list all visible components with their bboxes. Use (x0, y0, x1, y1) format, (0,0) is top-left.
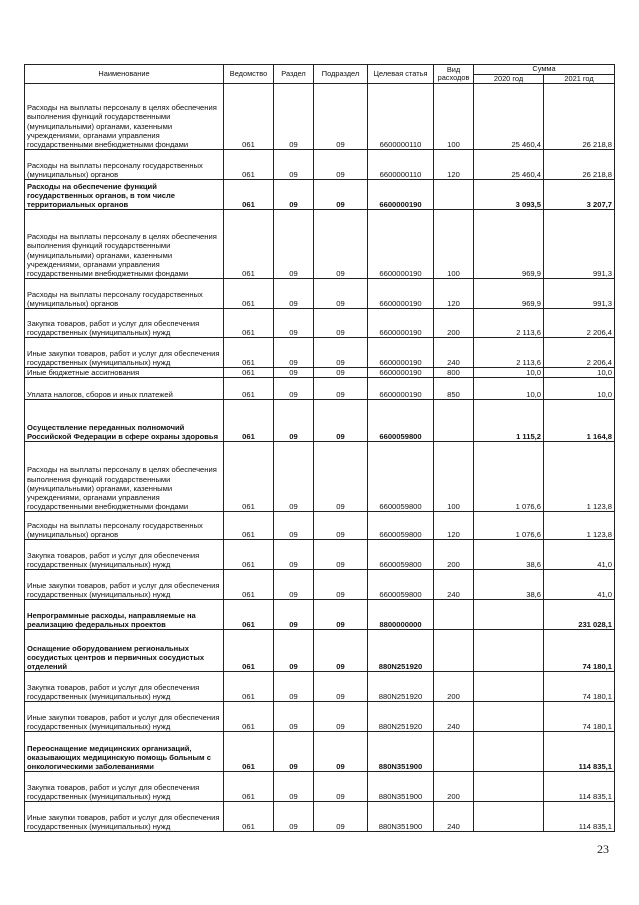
cell-2020 (474, 600, 544, 630)
cell-target: 880N251920 (368, 630, 434, 672)
cell-subsection: 09 (314, 180, 368, 210)
cell-2021: 41,0 (544, 570, 615, 600)
cell-section: 09 (274, 210, 314, 279)
cell-dept: 061 (224, 442, 274, 512)
cell-target: 880N351900 (368, 772, 434, 802)
page-number: 23 (597, 842, 609, 856)
cell-2020: 969,9 (474, 279, 544, 309)
cell-section: 09 (274, 540, 314, 570)
cell-2021: 3 207,7 (544, 180, 615, 210)
cell-2021: 991,3 (544, 279, 615, 309)
cell-section: 09 (274, 442, 314, 512)
cell-name: Осуществление переданных полномочий Российской Федерации в сфере охраны здоровья (25, 400, 224, 442)
cell-section: 09 (274, 512, 314, 540)
cell-name: Иные закупки товаров, работ и услуг для обеспечения государственных (муниципальных) нужд (25, 570, 224, 600)
cell-name: Иные бюджетные ассигнования (25, 368, 224, 378)
cell-name: Закупка товаров, работ и услуг для обеспечения государственных (муниципальных) нужд (25, 309, 224, 338)
cell-dept: 061 (224, 400, 274, 442)
cell-name: Уплата налогов, сборов и иных платежей (25, 378, 224, 400)
cell-dept: 061 (224, 540, 274, 570)
cell-2020: 1 076,6 (474, 512, 544, 540)
cell-name: Расходы на выплаты персоналу государственных (муниципальных) органов (25, 150, 224, 180)
cell-name: Расходы на выплаты персоналу государственных (муниципальных) органов (25, 279, 224, 309)
cell-subsection: 09 (314, 772, 368, 802)
cell-2021: 74 180,1 (544, 702, 615, 732)
cell-section: 09 (274, 400, 314, 442)
table-row (25, 672, 615, 702)
table-row (25, 400, 615, 442)
table-row (25, 378, 615, 400)
table-row (25, 338, 615, 368)
table-row (25, 570, 615, 600)
cell-dept: 061 (224, 378, 274, 400)
table-row (25, 309, 615, 338)
cell-dept: 061 (224, 279, 274, 309)
cell-subsection: 09 (314, 309, 368, 338)
cell-dept: 061 (224, 180, 274, 210)
cell-type (434, 400, 474, 442)
cell-type: 240 (434, 702, 474, 732)
cell-2021: 1 123,8 (544, 512, 615, 540)
cell-target: 6600059800 (368, 442, 434, 512)
cell-dept: 061 (224, 772, 274, 802)
cell-dept: 061 (224, 702, 274, 732)
cell-dept: 061 (224, 630, 274, 672)
cell-section: 09 (274, 772, 314, 802)
cell-2020: 38,6 (474, 540, 544, 570)
col-header-target: Целевая статья (368, 65, 434, 84)
cell-subsection: 09 (314, 540, 368, 570)
cell-dept: 061 (224, 512, 274, 540)
cell-name: Иные закупки товаров, работ и услуг для обеспечения государственных (муниципальных) нужд (25, 338, 224, 368)
cell-2021: 1 123,8 (544, 442, 615, 512)
cell-subsection: 09 (314, 512, 368, 540)
cell-target: 880N351900 (368, 802, 434, 832)
table-row (25, 732, 615, 772)
cell-name: Закупка товаров, работ и услуг для обеспечения государственных (муниципальных) нужд (25, 772, 224, 802)
cell-section: 09 (274, 672, 314, 702)
cell-type: 200 (434, 540, 474, 570)
cell-section: 09 (274, 600, 314, 630)
cell-2020: 25 460,4 (474, 84, 544, 150)
col-header-dept: Ведомство (224, 65, 274, 84)
table-row (25, 802, 615, 832)
budget-table-sheet (24, 64, 614, 832)
cell-2020: 38,6 (474, 570, 544, 600)
cell-2021: 2 206,4 (544, 309, 615, 338)
cell-name: Непрограммные расходы, направляемые на реализацию федеральных проектов (25, 600, 224, 630)
cell-dept: 061 (224, 150, 274, 180)
cell-dept: 061 (224, 368, 274, 378)
cell-2020: 3 093,5 (474, 180, 544, 210)
cell-target: 6600000190 (368, 210, 434, 279)
cell-type: 100 (434, 84, 474, 150)
cell-2021: 74 180,1 (544, 672, 615, 702)
cell-2020: 1 115,2 (474, 400, 544, 442)
cell-type: 800 (434, 368, 474, 378)
col-header-type: Вид расходов (434, 65, 474, 84)
cell-target: 6600059800 (368, 400, 434, 442)
cell-2020: 2 113,6 (474, 338, 544, 368)
table-row (25, 772, 615, 802)
cell-name: Оснащение оборудованием региональных сосудистых центров и первичных сосудистых отделений (25, 630, 224, 672)
cell-target: 6600000190 (368, 180, 434, 210)
col-header-subsection: Подраздел (314, 65, 368, 84)
cell-subsection: 09 (314, 368, 368, 378)
cell-target: 6600059800 (368, 570, 434, 600)
cell-type (434, 630, 474, 672)
cell-2021: 10,0 (544, 368, 615, 378)
table-row (25, 150, 615, 180)
cell-target: 6600059800 (368, 512, 434, 540)
cell-type: 120 (434, 279, 474, 309)
cell-section: 09 (274, 570, 314, 600)
table-row (25, 702, 615, 732)
cell-2020: 2 113,6 (474, 309, 544, 338)
table-row (25, 279, 615, 309)
cell-2021: 231 028,1 (544, 600, 615, 630)
cell-section: 09 (274, 309, 314, 338)
cell-name: Иные закупки товаров, работ и услуг для обеспечения государственных (муниципальных) нужд (25, 702, 224, 732)
cell-dept: 061 (224, 338, 274, 368)
cell-dept: 061 (224, 732, 274, 772)
cell-section: 09 (274, 732, 314, 772)
cell-target: 8800000000 (368, 600, 434, 630)
cell-subsection: 09 (314, 150, 368, 180)
cell-subsection: 09 (314, 279, 368, 309)
cell-2020: 10,0 (474, 378, 544, 400)
table-row (25, 180, 615, 210)
cell-2020 (474, 630, 544, 672)
cell-target: 6600000190 (368, 309, 434, 338)
cell-subsection: 09 (314, 442, 368, 512)
cell-subsection: 09 (314, 702, 368, 732)
cell-dept: 061 (224, 309, 274, 338)
cell-type: 200 (434, 672, 474, 702)
cell-type: 200 (434, 772, 474, 802)
cell-subsection: 09 (314, 802, 368, 832)
cell-dept: 061 (224, 802, 274, 832)
cell-2021: 114 835,1 (544, 802, 615, 832)
col-header-section: Раздел (274, 65, 314, 84)
table-row (25, 368, 615, 378)
cell-section: 09 (274, 702, 314, 732)
cell-name: Расходы на выплаты персоналу государственных (муниципальных) органов (25, 512, 224, 540)
cell-type: 240 (434, 338, 474, 368)
cell-2021: 1 164,8 (544, 400, 615, 442)
cell-2020: 1 076,6 (474, 442, 544, 512)
cell-type: 240 (434, 802, 474, 832)
cell-section: 09 (274, 180, 314, 210)
cell-section: 09 (274, 378, 314, 400)
cell-2021: 26 218,8 (544, 150, 615, 180)
cell-type (434, 180, 474, 210)
cell-section: 09 (274, 630, 314, 672)
cell-2020 (474, 672, 544, 702)
cell-dept: 061 (224, 600, 274, 630)
cell-type: 850 (434, 378, 474, 400)
cell-type: 100 (434, 442, 474, 512)
cell-2020 (474, 802, 544, 832)
col-header-2020: 2020 год (474, 74, 544, 84)
cell-type (434, 732, 474, 772)
table-row (25, 512, 615, 540)
cell-subsection: 09 (314, 378, 368, 400)
cell-2021: 41,0 (544, 540, 615, 570)
table-row (25, 442, 615, 512)
cell-name: Переоснащение медицинских организаций, оказывающих медицинскую помощь больным с онкологическими заболеваниями (25, 732, 224, 772)
table-row (25, 600, 615, 630)
cell-target: 880N251920 (368, 702, 434, 732)
cell-subsection: 09 (314, 338, 368, 368)
cell-target: 6600000110 (368, 84, 434, 150)
cell-name: Расходы на выплаты персоналу в целях обеспечения выполнения функций государственными (муниципальными) органами, казенными учреждениями, органами управления государственными внебюджетными фондами (25, 210, 224, 279)
table-row (25, 630, 615, 672)
cell-type: 240 (434, 570, 474, 600)
cell-name: Расходы на обеспечение функций государственных органов, в том числе территориальных органов (25, 180, 224, 210)
cell-2021: 26 218,8 (544, 84, 615, 150)
cell-section: 09 (274, 368, 314, 378)
budget-table (24, 64, 615, 832)
cell-2021: 10,0 (544, 378, 615, 400)
cell-2021: 2 206,4 (544, 338, 615, 368)
cell-2020: 25 460,4 (474, 150, 544, 180)
cell-target: 6600000190 (368, 338, 434, 368)
col-header-name: Наименование (25, 65, 224, 84)
cell-dept: 061 (224, 672, 274, 702)
table-row (25, 540, 615, 570)
cell-target: 880N351900 (368, 732, 434, 772)
cell-name: Иные закупки товаров, работ и услуг для обеспечения государственных (муниципальных) нужд (25, 802, 224, 832)
cell-section: 09 (274, 150, 314, 180)
cell-target: 6600000190 (368, 279, 434, 309)
cell-2021: 991,3 (544, 210, 615, 279)
cell-type: 120 (434, 150, 474, 180)
cell-2021: 114 835,1 (544, 732, 615, 772)
cell-target: 880N251920 (368, 672, 434, 702)
cell-2020 (474, 772, 544, 802)
cell-2020: 10,0 (474, 368, 544, 378)
cell-section: 09 (274, 279, 314, 309)
cell-target: 6600059800 (368, 540, 434, 570)
cell-subsection: 09 (314, 672, 368, 702)
cell-2020 (474, 732, 544, 772)
cell-target: 6600000190 (368, 378, 434, 400)
cell-2020 (474, 702, 544, 732)
cell-dept: 061 (224, 84, 274, 150)
col-header-2021: 2021 год (544, 74, 615, 84)
cell-type: 100 (434, 210, 474, 279)
cell-name: Расходы на выплаты персоналу в целях обеспечения выполнения функций государственными (муниципальными) органами, казенными учреждениями, органами управления государственными внебюджетными фондами (25, 442, 224, 512)
cell-name: Закупка товаров, работ и услуг для обеспечения государственных (муниципальных) нужд (25, 672, 224, 702)
cell-target: 6600000110 (368, 150, 434, 180)
cell-2020: 969,9 (474, 210, 544, 279)
cell-subsection: 09 (314, 600, 368, 630)
cell-subsection: 09 (314, 630, 368, 672)
table-row (25, 84, 615, 150)
cell-dept: 061 (224, 210, 274, 279)
cell-section: 09 (274, 338, 314, 368)
cell-type: 200 (434, 309, 474, 338)
cell-2021: 114 835,1 (544, 772, 615, 802)
cell-target: 6600000190 (368, 368, 434, 378)
col-header-sum: Сумма (474, 65, 615, 75)
cell-subsection: 09 (314, 84, 368, 150)
cell-subsection: 09 (314, 400, 368, 442)
cell-name: Расходы на выплаты персоналу в целях обеспечения выполнения функций государственными (муниципальными) органами, казенными учреждениями, органами управления государственными внебюджетными фондами (25, 84, 224, 150)
cell-type (434, 600, 474, 630)
budget-table-body (25, 84, 615, 832)
cell-subsection: 09 (314, 570, 368, 600)
cell-dept: 061 (224, 570, 274, 600)
cell-name: Закупка товаров, работ и услуг для обеспечения государственных (муниципальных) нужд (25, 540, 224, 570)
cell-section: 09 (274, 84, 314, 150)
cell-subsection: 09 (314, 210, 368, 279)
cell-subsection: 09 (314, 732, 368, 772)
cell-2021: 74 180,1 (544, 630, 615, 672)
table-row (25, 210, 615, 279)
cell-section: 09 (274, 802, 314, 832)
cell-type: 120 (434, 512, 474, 540)
